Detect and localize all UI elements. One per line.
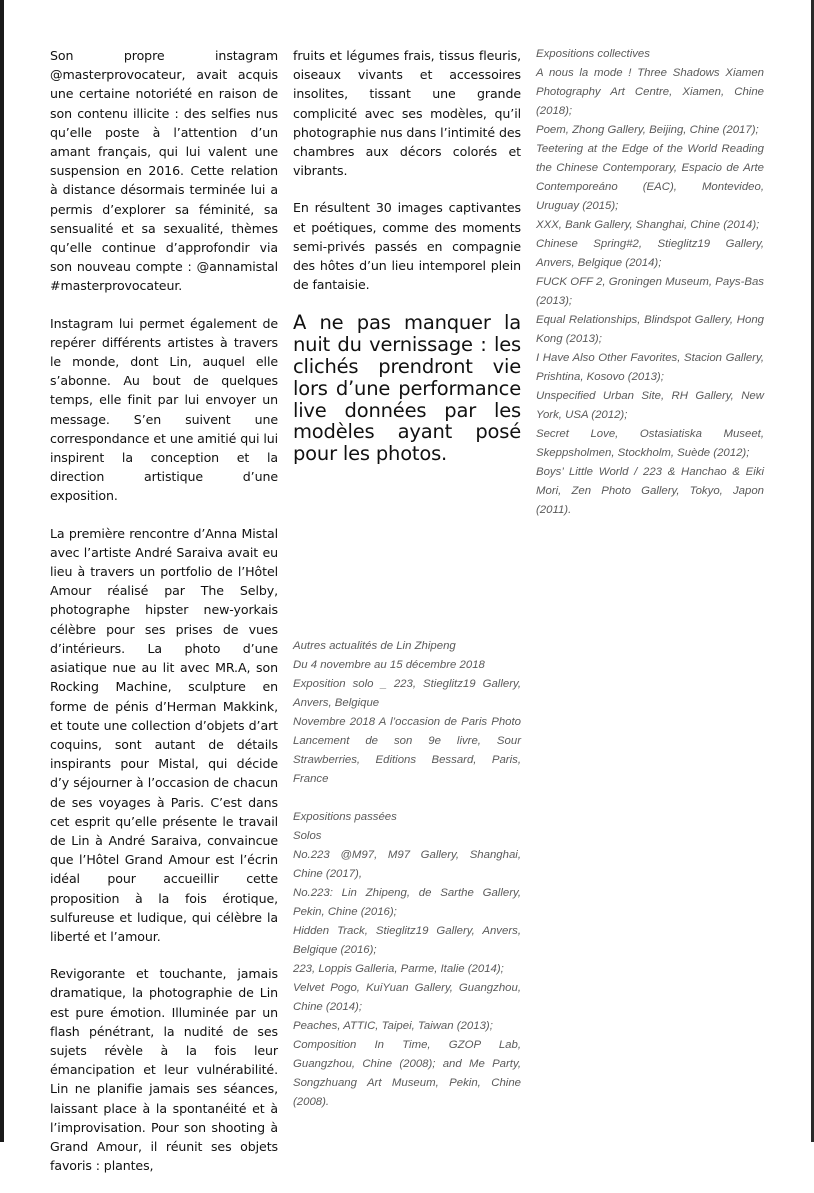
exhibition-item: Hidden Track, Stieglitz19 Gallery, Anvers, Belgique (2016); [293, 925, 521, 956]
page-left-edge [0, 0, 4, 1142]
exhibition-item: No.223: Lin Zhipeng, de Sarthe Gallery, Pekin, Chine (2016); [293, 887, 521, 918]
news-item: Du 4 novembre au 15 décembre 2018 [293, 659, 485, 671]
exhibition-item: Poem, Zhong Gallery, Beijing, Chine (2017); [536, 124, 759, 136]
exhibition-item: Teetering at the Edge of the World Reading the Chinese Contemporary, Espacio de Arte Contemporeáno (EAC), Montevideo, Uruguay (2015); [536, 143, 764, 212]
article-paragraph: En résultent 30 images captivantes et poétiques, comme des moments semi-privés passés en compagnie des hôtes d’un lieu intemporel plein de fantaisie. [293, 200, 521, 293]
exhibition-item: Composition In Time, GZOP Lab, Guangzhou, Chine (2008); and Me Party, Songzhuang Art Museum, Pekin, Chine (2008). [293, 1039, 521, 1108]
exhibition-item: No.223 @M97, M97 Gallery, Shanghai, Chine (2017), [293, 849, 521, 880]
exhibition-item: Unspecified Urban Site, RH Gallery, New York, USA (2012); [536, 390, 764, 421]
exhibition-item: Equal Relationships, Blindspot Gallery, Hong Kong (2013); [536, 314, 764, 345]
news-heading: Autres actualités de Lin Zhipeng [293, 640, 456, 652]
solos-subheading: Solos [293, 830, 322, 842]
exhibition-item: A nous la mode ! Three Shadows Xiamen Photography Art Centre, Xiamen, Chine (2018); [536, 67, 764, 117]
exhibition-item: XXX, Bank Gallery, Shanghai, Chine (2014); [536, 219, 760, 231]
news-item: Exposition solo _ 223, Stieglitz19 Gallery, Anvers, Belgique [293, 678, 521, 709]
news-and-solo-exhibitions [293, 637, 521, 1112]
exhibition-item: 223, Loppis Galleria, Parme, Italie (2014); [293, 963, 504, 975]
article-column-left [50, 46, 278, 1193]
exhibition-item: Boys’ Little World / 223 & Hanchao & Eiki Mori, Zen Photo Gallery, Tokyo, Japon (2011). [536, 466, 764, 516]
group-exhibitions-column [536, 45, 764, 520]
exhibition-item: Secret Love, Ostasiatiska Museet, Skeppsholmen, Stockholm, Suède (2012); [536, 428, 764, 459]
exhibition-item: Peaches, ATTIC, Taipei, Taiwan (2013); [293, 1020, 493, 1032]
exhibition-item: Velvet Pogo, KuiYuan Gallery, Guangzhou, Chine (2014); [293, 982, 521, 1013]
exhibition-item: I Have Also Other Favorites, Stacion Gallery, Prishtina, Kosovo (2013); [536, 352, 764, 383]
group-exhibitions-heading: Expositions collectives [536, 48, 650, 60]
article-paragraph: fruits et légumes frais, tissus fleuris, oiseaux vivants et accessoires insolites, tissant une grande complicité avec ses modèles, qu’il photographie nus dans l’intimité des chambres aux décors colorés et vibrants. [293, 48, 521, 179]
exhibition-item: FUCK OFF 2, Groningen Museum, Pays-Bas (2013); [536, 276, 764, 307]
pull-quote: A ne pas manquer la nuit du vernissage : les clichés prendront vie lors d’une performance live données par les modèles ayant posé pour les photos. [293, 311, 521, 466]
article-paragraph: La première rencontre d’Anna Mistal avec l’artiste André Saraiva avait eu lieu à travers un portfolio de l’Hôtel Amour réalisé par The Selby, photographe hipster new-yorkais célèbre pour ses prises de vues d’intérieurs. La photo d’une asiatique nue au lit avec MR.A, son Rocking Machine, sculpture en forme de pénis d’Herman Makkink, et toute une collection d’objets d’art coquins, sont autant de détails inspirants pour Mistal, qui décide d’y séjourner à l’occasion de chacun de ses voyages à Paris. C’est dans cet esprit qu’elle présente le travail de Lin à André Saraiva, convaincue que l’Hôtel Grand Amour est l’écrin idéal pour accueillir cette proposition à la fois érotique, sulfureuse et ludique, qui célèbre la liberté et l’amour. [50, 525, 278, 944]
article-paragraph: Son propre instagram @masterprovocateur, avait acquis une certaine notoriété en raison de son contenu illicite : des selfies nus qu’elle poste à l’attention d’un amant français, qui lui valent une suspension en 2016. Cette relation à distance désormais terminée lui a permis d’explorer sa féminité, sa sensualité et sa sexualité, thèmes qu’elle continue d’approfondir via son nouveau compte : @annamistal #masterprovocateur. [50, 48, 278, 294]
article-paragraph: Revigorante et touchante, jamais dramatique, la photographie de Lin est pure émotion. Illuminée par un flash pénétrant, la nudité de ses sujets révèle à la fois leur émancipation et leur vulnérabilité. Lin ne planifie jamais ses séances, laissant place à la spontanéité et à l’improvisation. Pour son shooting à Grand Amour, il réunit ses objets favoris : plantes, [50, 966, 278, 1174]
article-paragraph: Instagram lui permet également de repérer différents artistes à travers le monde, dont Lin, auquel elle s’abonne. Au bout de quelques temps, elle finit par lui envoyer un message. S’en suivent une correspondance et une amitié qui lui inspirent la conception et la direction artistique d’une exposition. [50, 315, 278, 504]
article-column-middle [293, 46, 521, 465]
spacer [293, 789, 521, 808]
exhibition-item: Chinese Spring#2, Stieglitz19 Gallery, Anvers, Belgique (2014); [536, 238, 764, 269]
news-item: Novembre 2018 A l’occasion de Paris Photo Lancement de son 9e livre, Sour Strawberries, Editions Bessard, Paris, France [293, 716, 521, 785]
past-exhibitions-heading: Expositions passées [293, 811, 397, 823]
